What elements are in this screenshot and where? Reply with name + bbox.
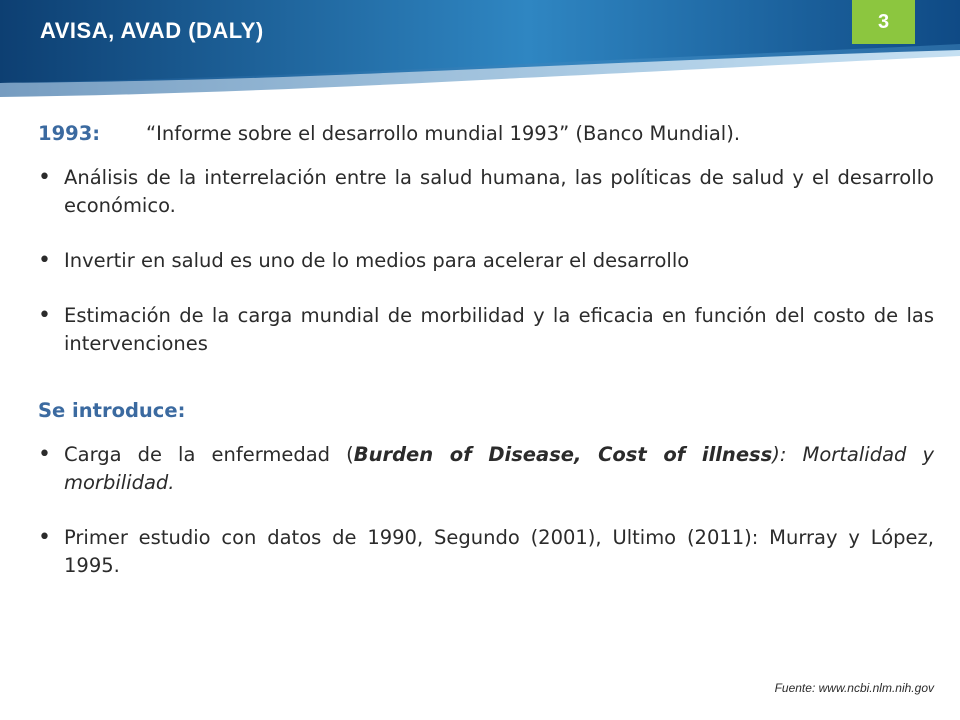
- slide-content: [38, 120, 934, 607]
- year-label: 1993:: [38, 122, 101, 145]
- bullet-item: [38, 441, 934, 497]
- source-citation: Fuente: www.ncbi.nlm.nih.gov: [774, 681, 934, 695]
- bullet-dot-icon: •: [38, 525, 51, 550]
- bullet-item: [38, 164, 934, 220]
- section-heading: Se introduce:: [38, 399, 186, 422]
- bullet-text: Estimación de la carga mundial de morbilidad y la eficacia en función del costo de las intervenciones: [64, 304, 934, 355]
- header-wave-graphic: [0, 0, 960, 105]
- page-number-badge: 3: [852, 0, 915, 44]
- bullet-term-english: Burden of Disease, Cost of illness: [353, 443, 773, 466]
- bullet-item: [38, 302, 934, 358]
- bullet-item: [38, 524, 934, 580]
- bullet-item: [38, 247, 934, 275]
- intro-line: [38, 120, 934, 148]
- bullet-text: Invertir en salud es uno de lo medios para acelerar el desarrollo: [64, 249, 690, 272]
- header-band: [0, 0, 960, 105]
- slide-title: AVISA, AVAD (DALY): [40, 18, 264, 43]
- bullet-dot-icon: •: [38, 248, 51, 273]
- intro-text: “Informe sobre el desarrollo mundial 1993” (Banco Mundial).: [146, 122, 741, 145]
- bullet-text-prefix: Carga de la enfermedad (: [64, 443, 354, 466]
- bullet-text-suffix: ): Mortalidad y morbilidad.: [64, 443, 934, 494]
- bullet-dot-icon: •: [38, 165, 51, 190]
- bullet-text: Primer estudio con datos de 1990, Segundo (2001), Ultimo (2011): Murray y López, 1995.: [64, 526, 934, 577]
- bullet-dot-icon: •: [38, 303, 51, 328]
- bullet-dot-icon: •: [38, 442, 51, 467]
- bullet-text: Análisis de la interrelación entre la salud humana, las políticas de salud y el desarrollo económico.: [64, 166, 934, 217]
